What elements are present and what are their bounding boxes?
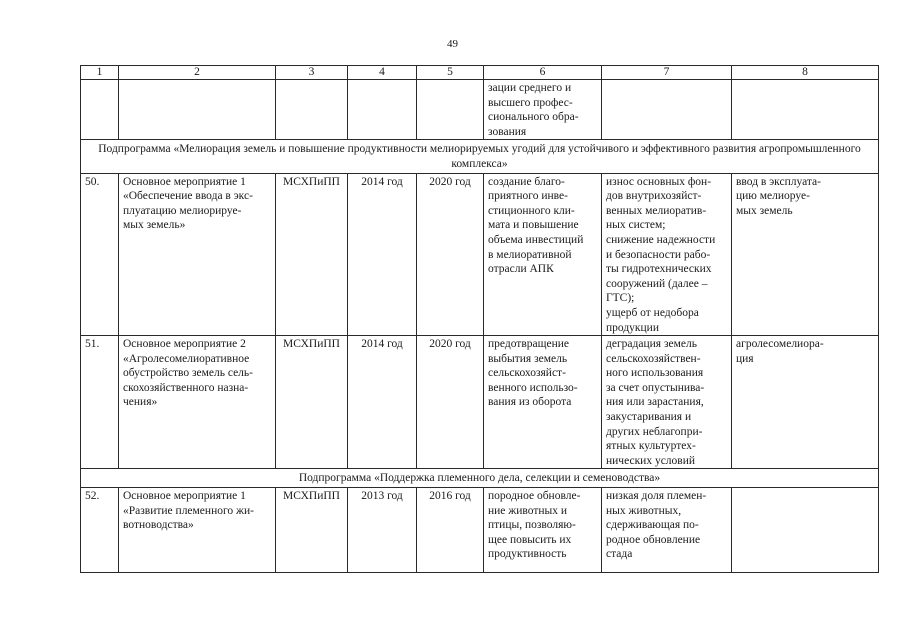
table-row-continuation: [81, 80, 879, 140]
consequence: износ основных фон- дов внутрихозяйст- венных мелиоратив- ных систем; снижение надежности и безопасности рабо- ты гидротехнических сооружений (далее – ГТС); ущерб от недобора продукции: [602, 173, 732, 336]
consequence: низкая доля племен- ных животных, сдерживающая по- родное обновление стада: [602, 488, 732, 573]
indicator: [732, 488, 879, 573]
indicator: ввод в эксплуата- цию мелиоруе- мых земель: [732, 173, 879, 336]
header-cell: 4: [348, 66, 417, 80]
empty-cell: [348, 80, 417, 140]
row-number: 51.: [81, 336, 119, 469]
result-cell: зации среднего и высшего профес- сионального обра- зования: [484, 80, 602, 140]
measure-name: Основное мероприятие 1 «Развитие племенного жи- вотноводства»: [119, 488, 276, 573]
header-cell: 7: [602, 66, 732, 80]
end-year: 2016 год: [417, 488, 484, 573]
table-row: [81, 173, 879, 336]
header-cell: 2: [119, 66, 276, 80]
header-cell: 5: [417, 66, 484, 80]
consequence: деградация земель сельскохозяйствен- ного использования за счет опустынива- ния или зарастания, закустаривания и других неблагопри- ятных культуртех- нических условий: [602, 336, 732, 469]
empty-cell: [417, 80, 484, 140]
header-cell: 6: [484, 66, 602, 80]
end-year: 2020 год: [417, 336, 484, 469]
empty-cell: [119, 80, 276, 140]
end-year: 2020 год: [417, 173, 484, 336]
subprogram-title: Подпрограмма «Мелиорация земель и повышение продуктивности мелиорируемых угодий для устойчивого и эффективного развития агропромышленного комплекса»: [81, 140, 879, 173]
measures-table: [80, 65, 879, 573]
empty-cell: [602, 80, 732, 140]
row-number: 52.: [81, 488, 119, 573]
empty-cell: [81, 80, 119, 140]
row-number: 50.: [81, 173, 119, 336]
start-year: 2014 год: [348, 173, 417, 336]
executor: МСХПиПП: [276, 336, 348, 469]
subprogram-row: [81, 140, 879, 173]
expected-result: создание благо- приятного инве- стиционного кли- мата и повышение объема инвестиций в мелиоративной отрасли АПК: [484, 173, 602, 336]
indicator: агролесомелиора- ция: [732, 336, 879, 469]
start-year: 2013 год: [348, 488, 417, 573]
header-cell: 3: [276, 66, 348, 80]
empty-cell: [276, 80, 348, 140]
expected-result: предотвращение выбытия земель сельскохозяйст- венного использо- вания из оборота: [484, 336, 602, 469]
header-cell: 8: [732, 66, 879, 80]
empty-cell: [732, 80, 879, 140]
header-row: [81, 66, 879, 80]
subprogram-row: [81, 469, 879, 488]
subprogram-title: Подпрограмма «Поддержка племенного дела, селекции и семеноводства»: [81, 469, 879, 488]
executor: МСХПиПП: [276, 488, 348, 573]
start-year: 2014 год: [348, 336, 417, 469]
measure-name: Основное мероприятие 1 «Обеспечение ввода в экс- плуатацию мелиорируе- мых земель»: [119, 173, 276, 336]
header-cell: 1: [81, 66, 119, 80]
measure-name: Основное мероприятие 2 «Агролесомелиоративное обустройство земель сель- скохозяйственного назна- чения»: [119, 336, 276, 469]
page-number: 49: [447, 38, 458, 50]
executor: МСХПиПП: [276, 173, 348, 336]
table-row: [81, 336, 879, 469]
expected-result: породное обновле- ние животных и птицы, позволяю- щее повысить их продуктивность: [484, 488, 602, 573]
table-row: [81, 488, 879, 573]
